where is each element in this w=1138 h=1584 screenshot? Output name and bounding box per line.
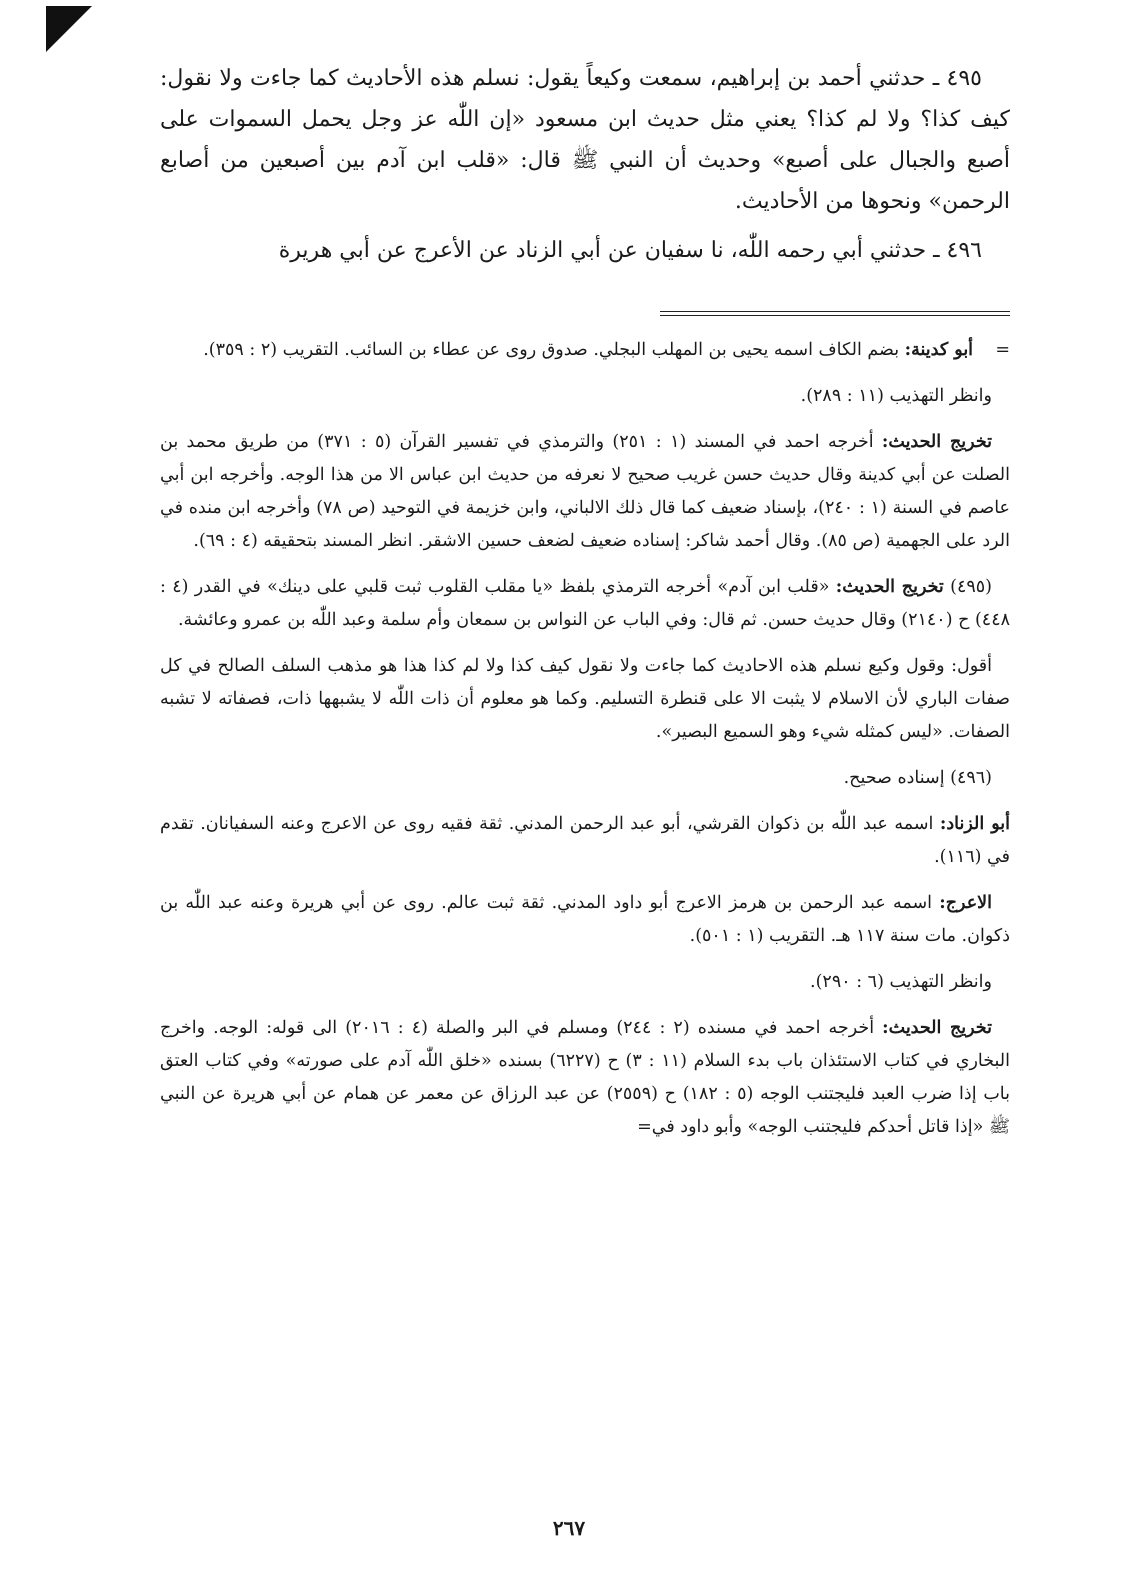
note-body: اسمه عبد الرحمن بن هرمز الاعرج أبو داود المدني. ثقة ثبت عالم. روى عن أبي هريرة وعنه عبد اللّٰه بن ذكوان. مات سنة ١١٧ هـ. التقريب (١ : ٥٠١). — [160, 893, 1010, 946]
note-heading: أبو كدينة: — [904, 340, 974, 360]
note-heading: الاعرج: — [939, 893, 992, 913]
note-heading: أبو الزناد: — [939, 814, 1010, 834]
corner-triangle-mark — [46, 6, 92, 52]
note-abu-kudayna — [160, 334, 1010, 367]
note-tahdhib-2: وانظر التهذيب (٦ : ٢٩٠). — [810, 972, 992, 992]
note-body: اسمه عبد اللّٰه بن ذكوان القرشي، أبو عبد الرحمن المدني. ثقة فقيه روى عن الاعرج وعنه السفيانان. تقدم في (١١٦). — [160, 814, 1010, 867]
hadith-495: ٤٩٥ ـ حدثني أحمد بن إبراهيم، سمعت وكيعاً يقول: نسلم هذه الأحاديث كما جاءت ولا نقول: كيف كذا؟ ولا لم كذا؟ يعني مثل حديث ابن مسعود «إن اللّٰه عز وجل يحمل السموات على أصبع والجبال على أصبع» وحديث أن النبي ﷺ قال: «قلب ابن آدم بين أصبعين من أصابع الرحمن» ونحوها من الأحاديث. — [160, 66, 1010, 214]
note-body: «قلب ابن آدم» أخرجه الترمذي بلفظ «يا مقلب القلوب ثبت قلبي على دينك» في القدر (٤ : ٤٤٨) ح (٢١٤٠) وقال حديث حسن. ثم قال: وفي الباب عن النواس بن سمعان وأم سلمة وعبد اللّٰه بن عمرو وعائشة. — [160, 577, 1010, 630]
note-heading: تخريج الحديث: — [881, 432, 992, 452]
note-takhrij-1 — [160, 426, 1010, 558]
note-heading: تخريج الحديث: — [882, 1018, 992, 1038]
note-body: أخرجه احمد في مسنده (٢ : ٢٤٤) ومسلم في البر والصلة (٤ : ٢٠١٦) الى قوله: الوجه. واخرج البخاري في كتاب الاستئذان باب بدء السلام (١١ : ٣) ح (٦٢٢٧) بسنده «خلق اللّٰه آدم على صورته» وفي كتاب العتق باب إذا ضرب العبد فليجتنب الوجه (٥ : ١٨٢) ح (٢٥٥٩) عن عبد الرزاق عن معمر عن همام عن أبي هريرة عن النبي ﷺ «إذا قاتل أحدكم فليجتنب الوجه» وأبو داود في= — [160, 1018, 1011, 1137]
note-takhrij-3 — [160, 1012, 1010, 1144]
note-number: (٤٩٥) — [950, 577, 992, 597]
footnotes — [160, 334, 1010, 1144]
note-495-takhrij — [160, 571, 1010, 637]
note-body: أخرجه احمد في المسند (١ : ٢٥١) والترمذي في تفسير القرآن (٥ : ٣٧١) من طريق محمد بن الصلت عن أبي كدينة وقال حديث حسن غريب صحيح لا نعرفه من حديث ابن عباس الا من هذا الوجه. وأخرجه ابن أبي عاصم في السنة (١ : ٢٤٠)، بإسناد ضعيف كما قال ذلك الالباني، وابن خزيمة في التوحيد (ص ٧٨) وأخرجه ابن منده في الرد على الجهمية (ص ٨٥). وقال أحمد شاكر: إسناده ضعيف لضعف حسين الاشقر. انظر المسند بتحقيقه (٤ : ٦٩). — [160, 432, 1010, 551]
note-abu-zinad — [160, 808, 1010, 874]
note-tahdhib-1: وانظر التهذيب (١١ : ٢٨٩). — [800, 386, 992, 406]
note-aaraj — [160, 887, 1010, 953]
hadith-496: ٤٩٦ ـ حدثني أبي رحمه اللّٰه، نا سفيان عن أبي الزناد عن الأعرج عن أبي هريرة — [278, 238, 982, 263]
continuation-mark: = — [995, 340, 1010, 360]
note-aqul: أقول: وقول وكيع نسلم هذه الاحاديث كما جاءت ولا نقول كيف كذا ولا لم كذا هذا هو مذهب السلف الصالح في كل صفات الباري لأن الاسلام لا يثبت الا على قنطرة التسليم. وكما هو معلوم أن ذات اللّٰه لا يشبهها ذات، فصفاته لا تشبه الصفات. «ليس كمثله شيء وهو السميع البصير». — [160, 656, 1010, 742]
note-body: بضم الكاف اسمه يحيى بن المهلب البجلي. صدوق روى عن عطاء بن السائب. التقريب (٢ : ٣٥٩). — [203, 340, 900, 360]
footnote-divider — [660, 311, 1010, 316]
main-text — [160, 58, 1010, 271]
note-496-isnad: (٤٩٦) إسناده صحيح. — [843, 768, 992, 788]
note-heading: تخريج الحديث: — [835, 577, 944, 597]
page-content — [160, 58, 1010, 1157]
page-number: ٢٦٧ — [552, 1516, 586, 1540]
